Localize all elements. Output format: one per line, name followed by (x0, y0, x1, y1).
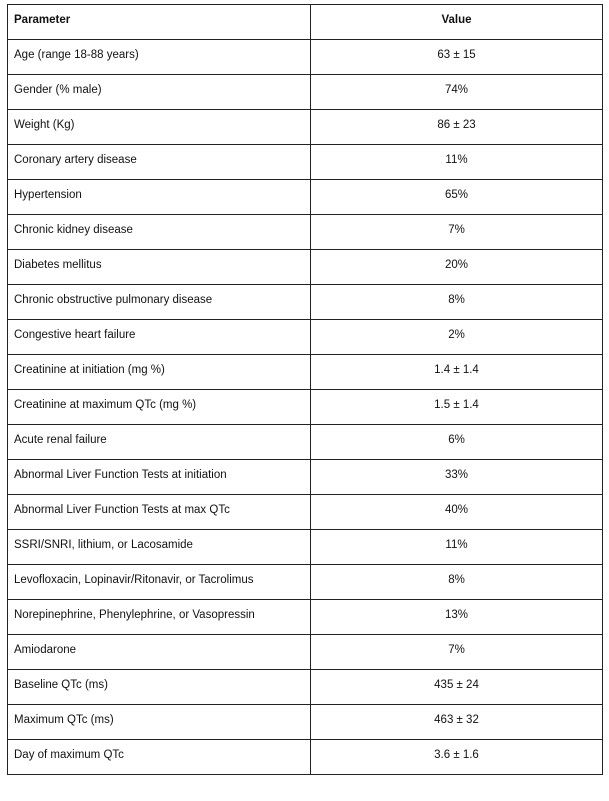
value-cell: 65% (311, 180, 603, 215)
table-row (8, 180, 603, 215)
parameter-cell: Gender (% male) (8, 75, 311, 110)
parameter-cell: Maximum QTc (ms) (8, 705, 311, 740)
parameter-cell: Abnormal Liver Function Tests at initiation (8, 460, 311, 495)
value-column-header: Value (311, 5, 603, 40)
table-row (8, 495, 603, 530)
table-row (8, 40, 603, 75)
parameter-cell: Levofloxacin, Lopinavir/Ritonavir, or Tacrolimus (8, 565, 311, 600)
value-cell: 435 ± 24 (311, 670, 603, 705)
value-cell: 63 ± 15 (311, 40, 603, 75)
value-cell: 8% (311, 285, 603, 320)
parameter-cell: Creatinine at maximum QTc (mg %) (8, 390, 311, 425)
value-cell: 74% (311, 75, 603, 110)
value-cell: 40% (311, 495, 603, 530)
value-cell: 86 ± 23 (311, 110, 603, 145)
table-row (8, 460, 603, 495)
table-row (8, 250, 603, 285)
table-row (8, 110, 603, 145)
parameter-cell: Weight (Kg) (8, 110, 311, 145)
table-row (8, 355, 603, 390)
value-cell: 13% (311, 600, 603, 635)
table-row (8, 565, 603, 600)
parameter-table (7, 4, 603, 775)
table-row (8, 740, 603, 775)
value-cell: 3.6 ± 1.6 (311, 740, 603, 775)
table-body (8, 40, 603, 775)
value-cell: 11% (311, 530, 603, 565)
parameter-cell: Age (range 18-88 years) (8, 40, 311, 75)
table-row (8, 145, 603, 180)
parameter-cell: Norepinephrine, Phenylephrine, or Vasopressin (8, 600, 311, 635)
parameter-cell: Acute renal failure (8, 425, 311, 460)
parameter-cell: Coronary artery disease (8, 145, 311, 180)
parameter-cell: Congestive heart failure (8, 320, 311, 355)
value-cell: 1.5 ± 1.4 (311, 390, 603, 425)
table-row (8, 390, 603, 425)
value-cell: 7% (311, 635, 603, 670)
value-cell: 33% (311, 460, 603, 495)
parameter-cell: Diabetes mellitus (8, 250, 311, 285)
parameter-cell: Amiodarone (8, 635, 311, 670)
table-row (8, 705, 603, 740)
table-row (8, 320, 603, 355)
table-row (8, 215, 603, 250)
value-cell: 463 ± 32 (311, 705, 603, 740)
parameter-cell: Creatinine at initiation (mg %) (8, 355, 311, 390)
value-cell: 2% (311, 320, 603, 355)
value-cell: 7% (311, 215, 603, 250)
table-row (8, 670, 603, 705)
table-row (8, 600, 603, 635)
parameter-cell: Chronic obstructive pulmonary disease (8, 285, 311, 320)
parameter-cell: Hypertension (8, 180, 311, 215)
value-cell: 1.4 ± 1.4 (311, 355, 603, 390)
table-row (8, 635, 603, 670)
table-row (8, 285, 603, 320)
value-cell: 11% (311, 145, 603, 180)
parameter-cell: Day of maximum QTc (8, 740, 311, 775)
parameter-cell: Chronic kidney disease (8, 215, 311, 250)
table-header-row (8, 5, 603, 40)
table-row (8, 530, 603, 565)
value-cell: 8% (311, 565, 603, 600)
parameter-cell: Abnormal Liver Function Tests at max QTc (8, 495, 311, 530)
table-row (8, 75, 603, 110)
parameter-cell: Baseline QTc (ms) (8, 670, 311, 705)
value-cell: 20% (311, 250, 603, 285)
parameter-cell: SSRI/SNRI, lithium, or Lacosamide (8, 530, 311, 565)
parameter-column-header: Parameter (8, 5, 311, 40)
table-row (8, 425, 603, 460)
value-cell: 6% (311, 425, 603, 460)
